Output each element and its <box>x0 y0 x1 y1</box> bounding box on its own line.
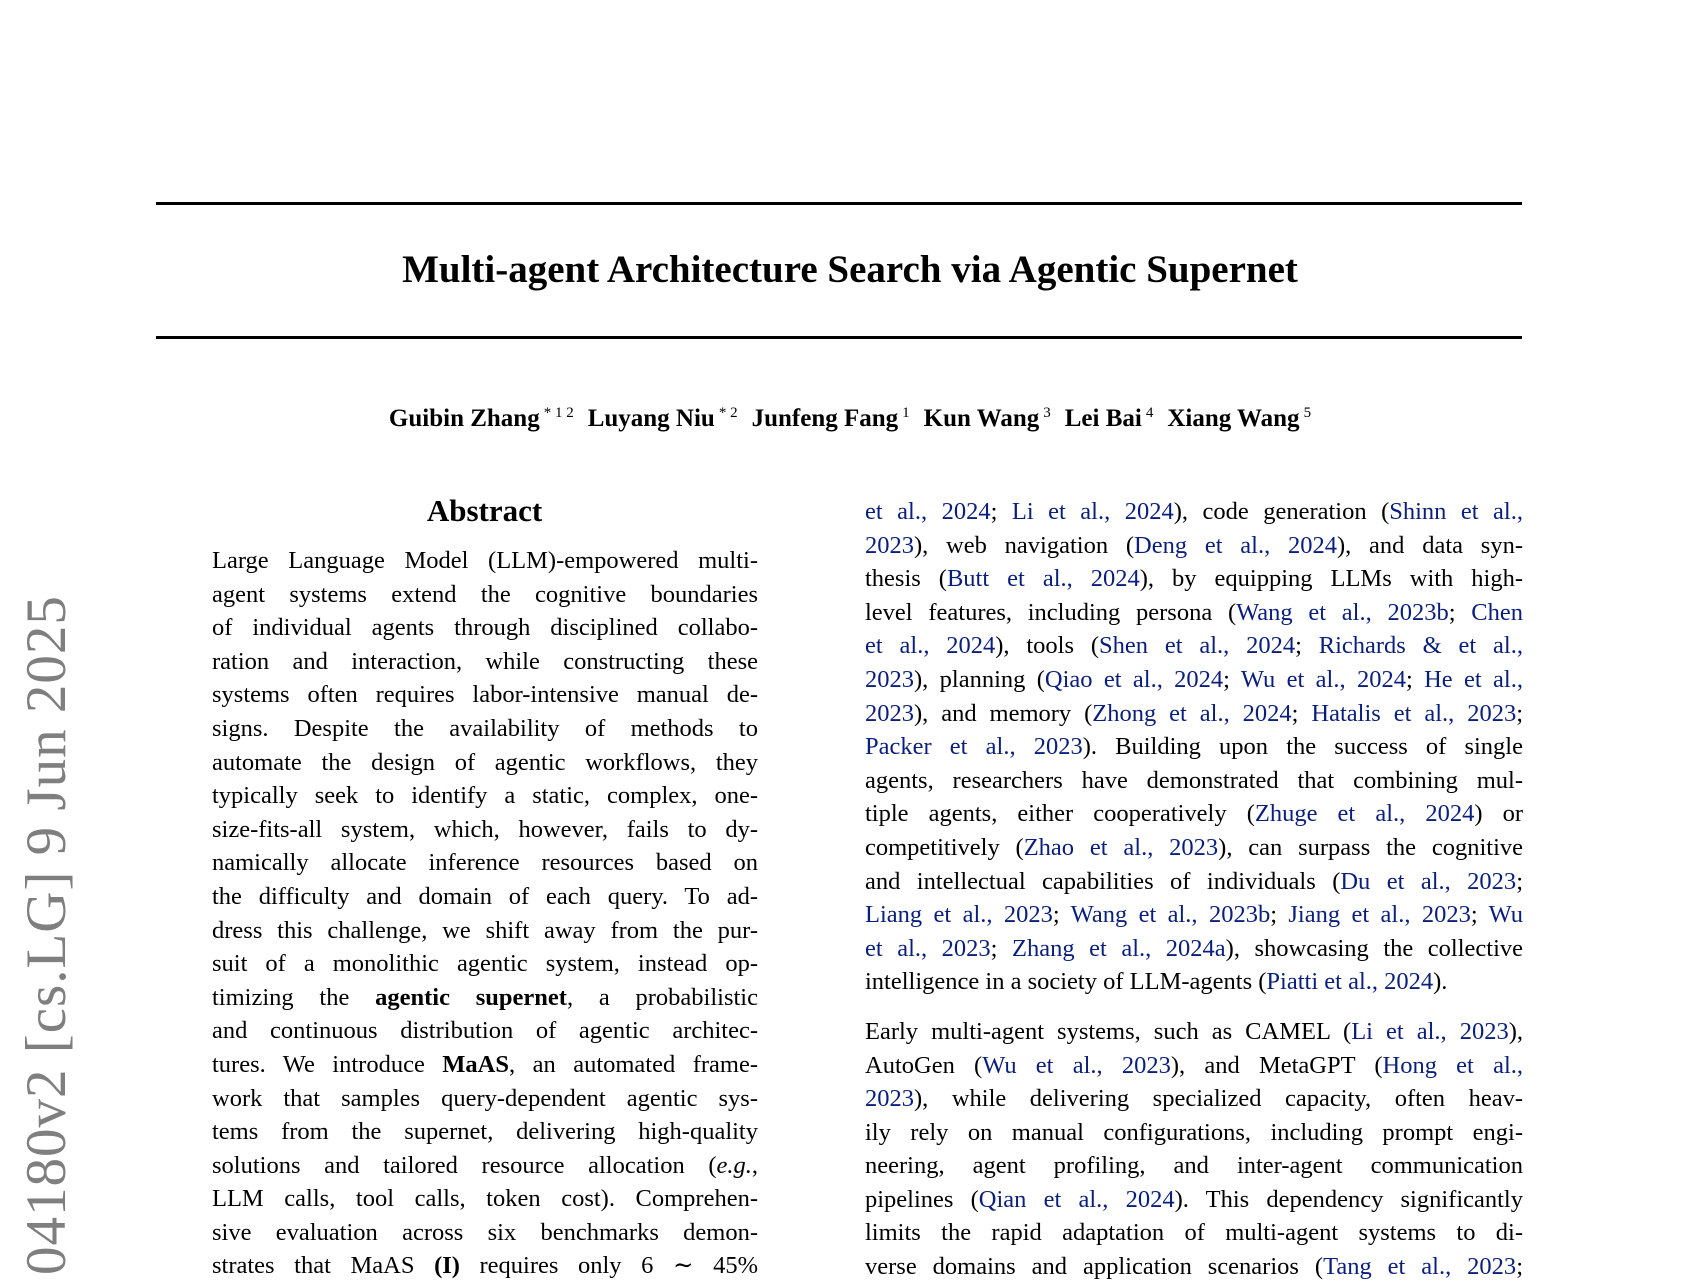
citation-link[interactable]: 2023 <box>865 699 914 727</box>
title-top-rule <box>156 202 1522 205</box>
citation-link[interactable]: Wu <box>1488 901 1524 929</box>
text-line: competitively (Zhao et al., 2023), can surpass the cognitive <box>865 833 1523 861</box>
text-line: Early multi-agent systems, such as CAMEL (Li et al., 2023), <box>865 1017 1523 1045</box>
text-line: size-fits-all system, which, however, fails to dy- <box>212 815 758 843</box>
bold-term: agentic supernet <box>375 983 567 1011</box>
citation-link[interactable]: Piatti et al., 2024 <box>1266 968 1434 996</box>
text-line: Packer et al., 2023). Building upon the success of single <box>865 733 1523 761</box>
author-name: Guibin Zhang $^{* 1 2}$ <box>388 405 574 432</box>
citation-link[interactable]: Liang et al., 2023 <box>865 901 1053 929</box>
bold-term: (I) <box>434 1252 460 1280</box>
citation-link[interactable]: Zhong et al., 2024 <box>1092 699 1292 727</box>
citation-link[interactable]: Packer et al., 2023 <box>865 733 1083 761</box>
text-line: signs. Despite the availability of methods to <box>212 714 758 742</box>
introduction-body <box>865 495 1523 1284</box>
text-line: LLM calls, tool calls, token cost). Comprehen- <box>212 1185 758 1213</box>
text-line: and continuous distribution of agentic architec- <box>212 1017 758 1045</box>
text-line: tiple agents, either cooperatively (Zhuge et al., 2024) or <box>865 800 1523 828</box>
citation-link[interactable]: Li et al., 2023 <box>1351 1017 1509 1045</box>
text-line: ration and interaction, while constructing these <box>212 647 758 675</box>
text-line: of individual agents through disciplined collabo- <box>212 614 758 642</box>
citation-link[interactable]: 2023 <box>865 1085 914 1113</box>
paragraph-gap <box>865 999 1523 1015</box>
citation-link[interactable]: Tang et al., 2023 <box>1323 1253 1517 1281</box>
citation-link[interactable]: Du et al., 2023 <box>1340 867 1517 895</box>
text-line: agent systems extend the cognitive boundaries <box>212 580 758 608</box>
author-name: Kun Wang $^3$ <box>923 405 1051 432</box>
text-line: automate the design of agentic workflows, they <box>212 748 758 776</box>
citation-link[interactable]: Shinn et al., <box>1389 498 1523 525</box>
text-line: neering, agent profiling, and inter-agent communication <box>865 1152 1523 1180</box>
text-line: tems from the supernet, delivering high-quality <box>212 1118 758 1146</box>
author-affiliation-marker: 3 <box>1043 405 1051 421</box>
citation-link[interactable]: Shen et al., 2024 <box>1099 632 1296 660</box>
text-line: solutions and tailored resource allocation (e.g., <box>212 1151 758 1179</box>
text-line: agents, researchers have demonstrated that combining mul- <box>865 766 1523 794</box>
text-line: 2023), web navigation (Deng et al., 2024), and data syn- <box>865 531 1523 559</box>
citation-link[interactable]: He et al., <box>1424 665 1523 693</box>
citation-link[interactable]: Hong et al., <box>1382 1051 1524 1079</box>
citation-link[interactable]: et al., 2023 <box>865 934 991 962</box>
text-line: ily rely on manual configurations, including prompt engi- <box>865 1118 1523 1146</box>
text-line: thesis (Butt et al., 2024), by equipping LLMs with high- <box>865 565 1524 593</box>
author-name: Xiang Wang $^5$ <box>1167 405 1312 432</box>
text-line: Liang et al., 2023; Wang et al., 2023b; Jiang et al., 2023; Wu <box>865 901 1524 929</box>
text-line: 2023), while delivering specialized capacity, often heav- <box>865 1085 1523 1113</box>
abstract-heading: Abstract <box>426 493 543 528</box>
citation-link[interactable]: 2023 <box>865 665 914 693</box>
text-line: limits the rapid adaptation of multi-agent systems to di- <box>865 1219 1523 1247</box>
author-name: Junfeng Fang $^1$ <box>751 405 910 432</box>
author-name: Lei Bai $^4$ <box>1064 405 1154 432</box>
text-line: systems often requires labor-intensive manual de- <box>212 681 758 709</box>
title-bottom-rule <box>156 336 1522 339</box>
text-line: strates that MaAS (I) requires only 6 ∼ 45% <box>212 1252 758 1280</box>
text-line: timizing the agentic supernet, a probabilistic <box>212 983 758 1011</box>
citation-link[interactable]: Chen <box>1471 598 1523 626</box>
text-line: et al., 2024; Li et al., 2024), code generation (Shinn et al., <box>865 498 1523 525</box>
text-line: et al., 2024), tools (Shen et al., 2024; Richards & et al., <box>865 632 1523 660</box>
text-line: intelligence in a society of LLM-agents (Piatti et al., 2024). <box>865 968 1448 996</box>
text-line: suit of a monolithic agentic system, instead op- <box>212 950 758 978</box>
text-line: 2023), planning (Qiao et al., 2024; Wu et al., 2024; He et al., <box>865 665 1523 693</box>
citation-link[interactable]: Qian et al., 2024 <box>978 1185 1175 1213</box>
author-name: Luyang Niu $^{* 2}$ <box>587 405 738 432</box>
citation-link[interactable]: et al., 2024 <box>865 632 996 660</box>
citation-link[interactable]: Qiao et al., 2024 <box>1044 665 1224 693</box>
italic-term: e.g. <box>716 1151 752 1179</box>
author-affiliation-marker: 1 <box>902 405 910 421</box>
text-line: dress this challenge, we shift away from the pur- <box>212 916 758 944</box>
citation-link[interactable]: et al., 2024 <box>865 498 991 525</box>
text-line: and intellectual capabilities of individuals (Du et al., 2023; <box>865 867 1523 895</box>
text-line: the difficulty and domain of each query. To ad- <box>212 882 758 910</box>
text-line: pipelines (Qian et al., 2024). This dependency significantly <box>865 1185 1523 1213</box>
author-affiliation-marker: * 1 2 <box>543 405 574 421</box>
citation-link[interactable]: Wu et al., 2023 <box>982 1051 1171 1079</box>
text-line: work that samples query-dependent agentic sys- <box>212 1084 758 1112</box>
citation-link[interactable]: Wang et al., 2023b <box>1236 598 1449 626</box>
citation-link[interactable]: Wu et al., 2024 <box>1240 665 1406 693</box>
text-line: 2023), and memory (Zhong et al., 2024; Hatalis et al., 2023; <box>865 699 1524 727</box>
citation-link[interactable]: Zhang et al., 2024a <box>1012 934 1226 962</box>
text-line: verse domains and application scenarios (Tang et al., 2023; <box>865 1253 1523 1281</box>
citation-link[interactable]: Wang et al., 2023b <box>1070 901 1271 929</box>
citation-link[interactable]: Butt et al., 2024 <box>946 565 1140 593</box>
abstract-body <box>212 544 758 1283</box>
citation-link[interactable]: Richards & et al., <box>1318 632 1523 660</box>
text-line: typically seek to identify a static, complex, one- <box>212 782 758 810</box>
text-line: namically allocate inference resources based on <box>212 849 758 877</box>
citation-link[interactable]: Hatalis et al., 2023 <box>1311 699 1517 727</box>
citation-link[interactable]: Li et al., 2024 <box>1011 498 1174 525</box>
author-list <box>0 395 1700 437</box>
arxiv-identifier-stamp: 04180v2 [cs.LG] 9 Jun 2025 <box>15 595 78 1275</box>
citation-link[interactable]: Jiang et al., 2023 <box>1288 901 1471 929</box>
text-line: sive evaluation across six benchmarks demon- <box>212 1218 758 1246</box>
bold-term: MaAS <box>442 1050 509 1078</box>
text-line: Large Language Model (LLM)-empowered multi- <box>212 547 758 574</box>
text-line: et al., 2023; Zhang et al., 2024a), showcasing the collective <box>865 934 1524 962</box>
text-line: tures. We introduce MaAS, an automated frame- <box>212 1050 758 1078</box>
citation-link[interactable]: Zhao et al., 2023 <box>1023 833 1219 861</box>
author-affiliation-marker: * 2 <box>718 405 738 421</box>
text-line: level features, including persona (Wang et al., 2023b; Chen <box>865 598 1523 626</box>
citation-link[interactable]: 2023 <box>865 531 914 559</box>
author-affiliation-marker: 5 <box>1303 405 1312 421</box>
citation-link[interactable]: Deng et al., 2024 <box>1134 531 1337 559</box>
paper-title: Multi-agent Architecture Search via Agentic Supernet <box>402 248 1298 291</box>
citation-link[interactable]: Zhuge et al., 2024 <box>1254 800 1475 828</box>
text-line: AutoGen (Wu et al., 2023), and MetaGPT (Hong et al., <box>865 1051 1524 1079</box>
author-affiliation-marker: 4 <box>1145 405 1154 421</box>
